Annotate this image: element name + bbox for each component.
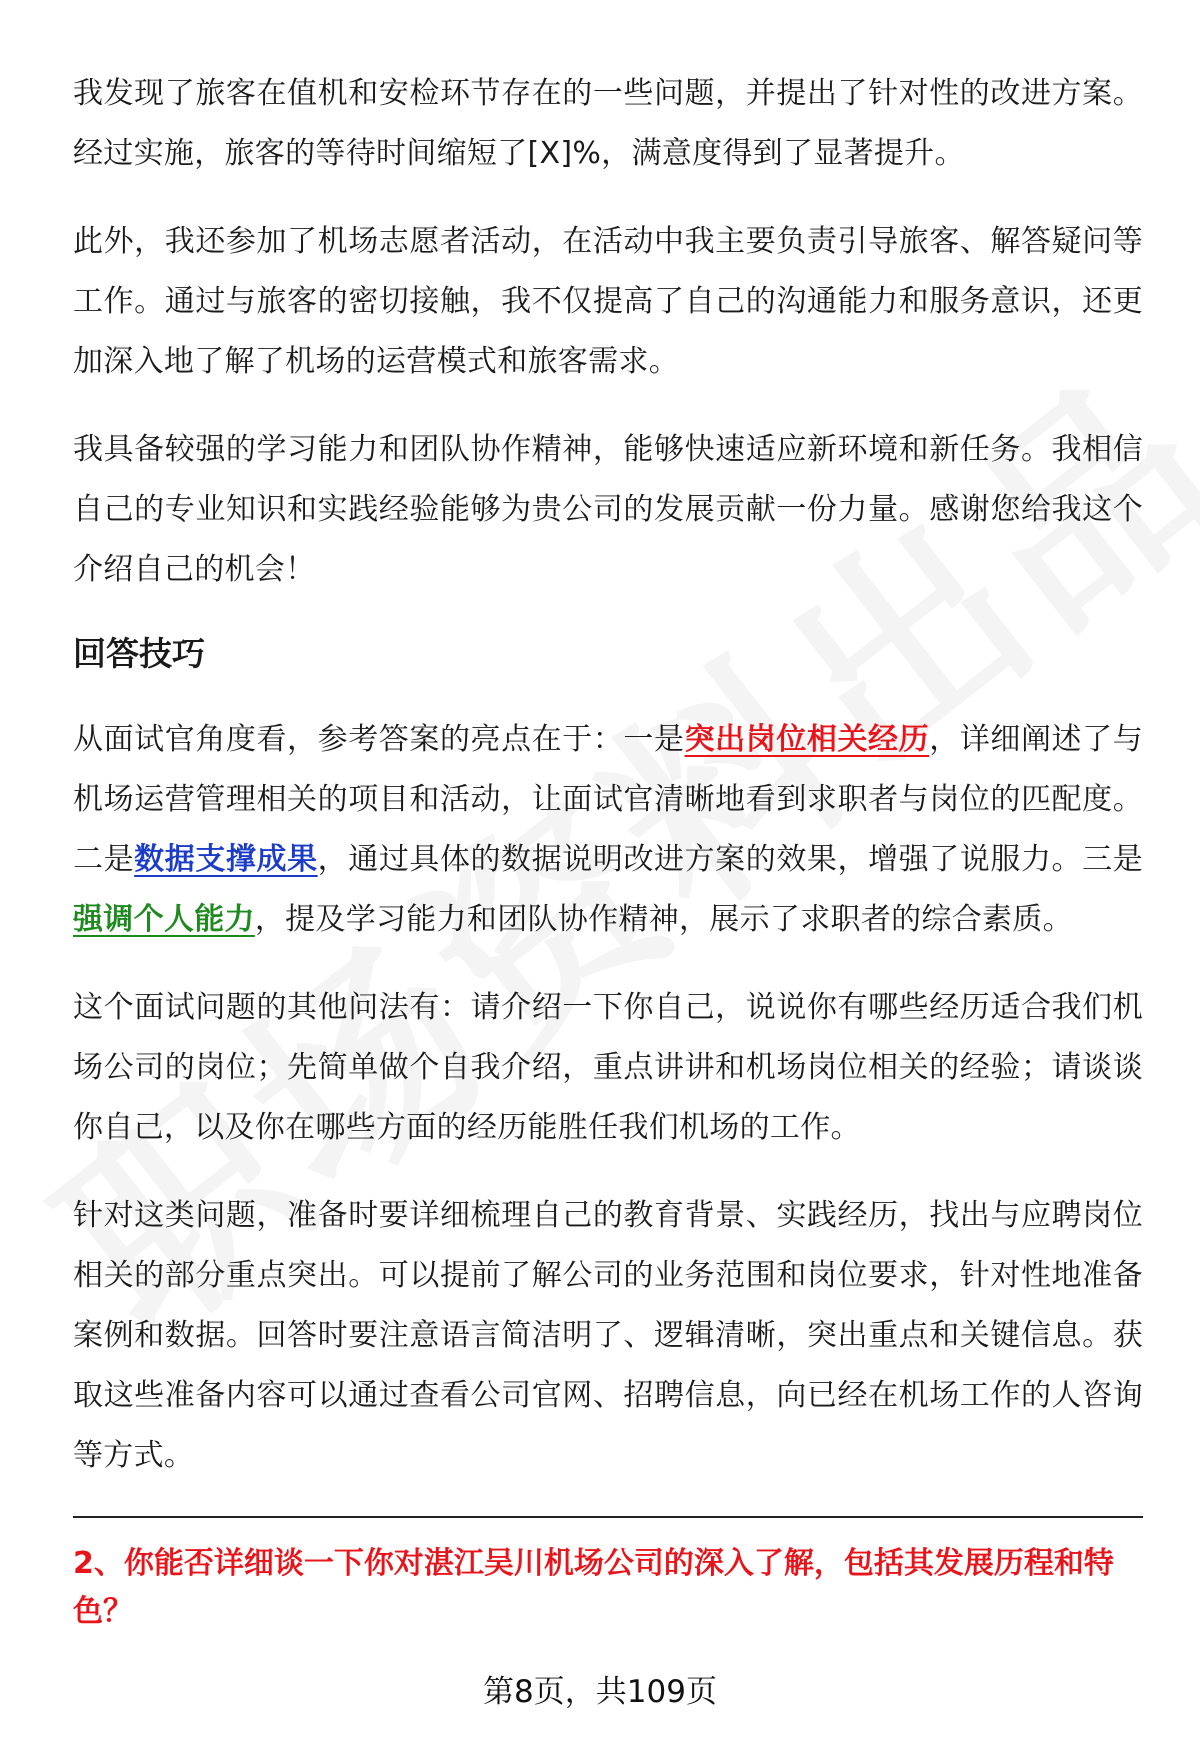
paragraph-preparation: 针对这类问题，准备时要详细梳理自己的教育背景、实践经历，找出与应聘岗位相关的部分重点突出。可以提前了解公司的业务范围和岗位要求，针对性地准备案例和数据。回答时要注意语言简洁明了、逻辑清晰，突出重点和关键信息。获取这些准备内容可以通过查看公司官网、招聘信息，向已经在机场工作的人咨询等方式。 [73, 1198, 1143, 1473]
section-title: 回答技巧 [73, 634, 205, 673]
highlight-personal-ability: 强调个人能力 [73, 902, 255, 937]
tips-paragraph [73, 710, 1143, 950]
highlight-data-support: 数据支撑成果 [134, 842, 318, 877]
paragraph-3: 我具备较强的学习能力和团队协作精神，能够快速适应新环境和新任务。我相信自己的专业知识和实践经验能够为贵公司的发展贡献一份力量。感谢您给我这个介绍自己的机会！ [73, 432, 1143, 587]
page-content [73, 64, 1143, 1636]
paragraph-2: 此外，我还参加了机场志愿者活动，在活动中我主要负责引导旅客、解答疑问等工作。通过与旅客的密切接触，我不仅提高了自己的沟通能力和服务意识，还更加深入地了解了机场的运营模式和旅客需求。 [73, 224, 1143, 379]
tips-text-1: 从面试官角度看，参考答案的亮点在于：一是 [73, 722, 685, 757]
divider [73, 1516, 1143, 1518]
tips-text-3: ，通过具体的数据说明改进方案的效果，增强了说服力。三是 [317, 842, 1143, 877]
tips-text-4: ，提及学习能力和团队协作精神，展示了求职者的综合素质。 [254, 902, 1073, 937]
next-question: 2、你能否详细谈一下你对湛江吴川机场公司的深入了解，包括其发展历程和特色？ [73, 1546, 1114, 1629]
highlight-job-experience: 突出岗位相关经历 [684, 722, 930, 757]
tips-text-2: ，详细阐述了与机场运营管理相关的项目和活动，让面试官清晰地看到求职者与岗位的匹配度。二是 [73, 722, 1143, 877]
page-number-footer: 第8页，共109页 [483, 1674, 717, 1710]
paragraph-alternatives: 这个面试问题的其他问法有：请介绍一下你自己，说说你有哪些经历适合我们机场公司的岗位；先简单做个自我介绍，重点讲讲和机场岗位相关的经验；请谈谈你自己，以及你在哪些方面的经历能胜任我们机场的工作。 [73, 990, 1143, 1145]
paragraph-1: 我发现了旅客在值机和安检环节存在的一些问题，并提出了针对性的改进方案。经过实施，旅客的等待时间缩短了[X]%，满意度得到了显著提升。 [73, 76, 1143, 171]
